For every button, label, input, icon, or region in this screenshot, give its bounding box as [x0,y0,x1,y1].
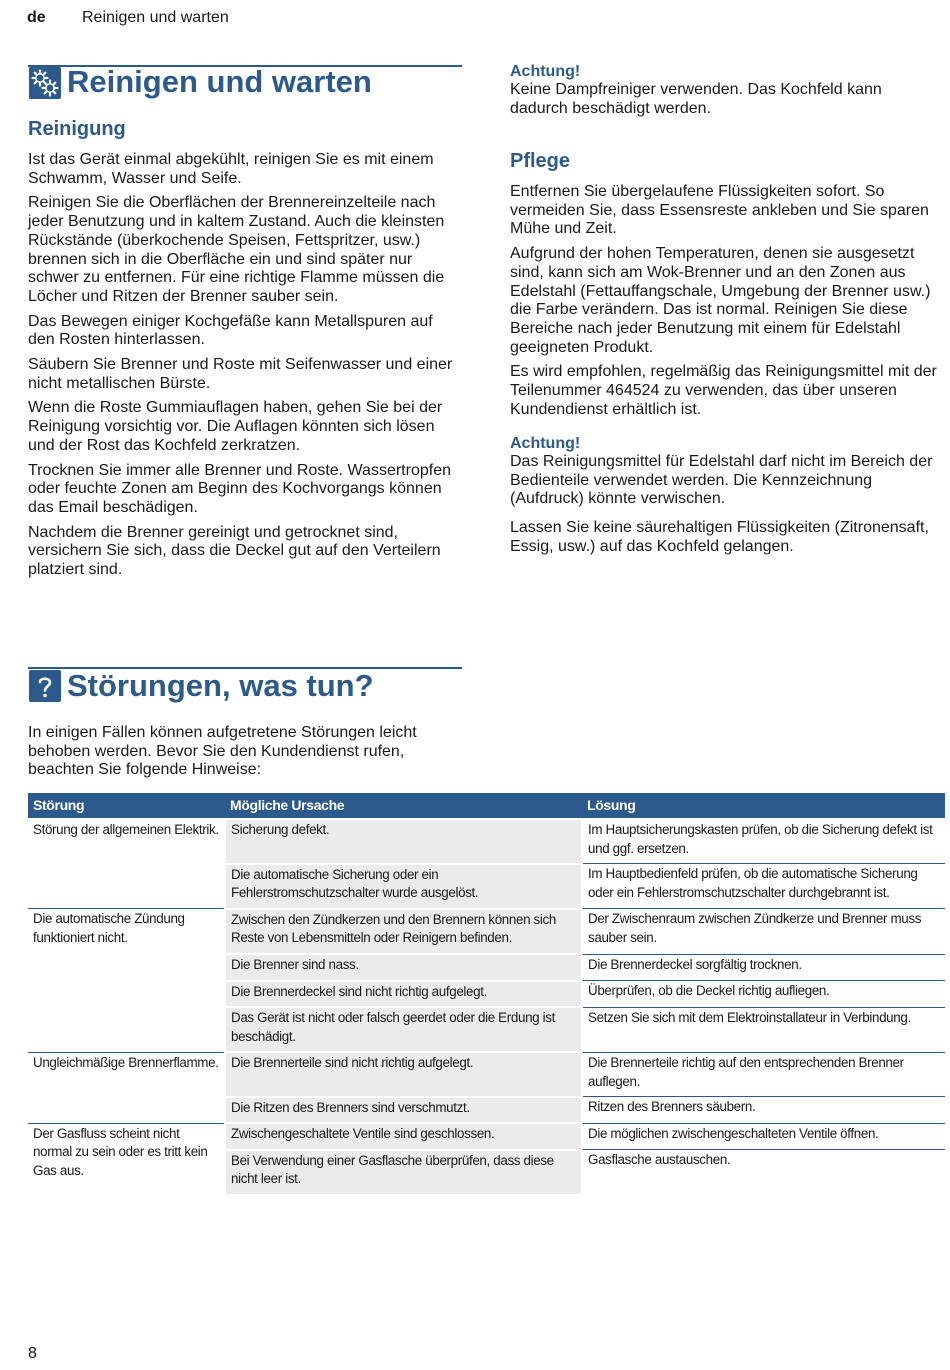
cause-cell: Das Gerät ist nicht oder falsch geerdet oder die Erdung ist beschädigt. [225,1007,582,1052]
language-code: de [27,9,46,26]
paragraph: In einigen Fällen können aufgetretene Störungen leicht behoben werden. Bevor Sie den Kundendienst rufen, beachten Sie folgende Hinweise: [28,724,417,779]
running-header-title: Reinigen und warten [82,9,229,26]
paragraph: Das Bewegen einiger Kochgefäße kann Metallspuren auf den Rosten hinterlassen. [28,312,433,349]
paragraph: Aufgrund der hohen Temperaturen, denen sie ausgesetzt sind, kann sich am Wok-Brenner und an den Zonen aus Edelstahl (Fettauffangschale, Umgebung der Brenner usw.) die Farbe verändern. Das ist normal. Reinigen Sie diese Bereiche nach jeder Benutzung mit einem für Edelstahl geeigneten Produkt. [510,245,931,356]
cause-cell: Bei Verwendung einer Gasflasche überprüfen, dass diese nicht leer ist. [225,1150,582,1194]
problem-cell: Die automatische Zündung funktioniert nicht. [28,909,225,1053]
cause-cell: Zwischengeschaltete Ventile sind geschlossen. [225,1123,582,1150]
table-row [28,1052,945,1096]
page-number: 8 [28,1345,37,1362]
problem-cell: Ungleichmäßige Brennerflamme. [28,1052,225,1123]
column-header-ursache: Mögliche Ursache [225,793,582,819]
warning-label: Achtung! [510,435,581,452]
subheading-reinigung: Reinigung [28,118,126,140]
right-column-care-text [510,183,942,425]
paragraph: Es wird empfohlen, regelmäßig das Reinigungsmittel mit der Teilenummer 464524 zu verwenden, das über unseren Kundendienst erhältlich ist. [510,363,937,418]
cause-cell: Die Brennerdeckel sind nicht richtig aufgelegt. [225,981,582,1008]
paragraph: Trocknen Sie immer alle Brenner und Roste. Wassertropfen oder feuchte Zonen am Beginn des Kochvorgangs können das Email beschädigen. [28,461,451,516]
solution-cell: Die Brennerteile richtig auf den entsprechenden Brenner auflegen. [582,1052,945,1096]
solution-cell: Setzen Sie sich mit dem Elektroinstallateur in Verbindung. [582,1007,945,1052]
cause-cell: Zwischen den Zündkerzen und den Brennern können sich Reste von Lebensmitteln oder Reinigern befinden. [225,909,582,954]
solution-cell: Die möglichen zwischengeschalteten Ventile öffnen. [582,1123,945,1150]
warning-text: Das Reinigungsmittel für Edelstahl darf nicht im Bereich der Bedienteile verwendet werden. Die Kennzeichnung (Aufdruck) könnte verwischen. [510,453,933,508]
solution-cell: Im Hauptsicherungskasten prüfen, ob die Sicherung defekt ist und ggf. ersetzen. [582,819,945,864]
warning-label: Achtung! [510,63,581,80]
solution-cell: Ritzen des Brenners säubern. [582,1097,945,1124]
subheading-pflege: Pflege [510,150,571,172]
paragraph: Wenn die Roste Gummiauflagen haben, gehen Sie bei der Reinigung vorsichtig vor. Die Auflagen könnten sich lösen und der Rost das Kochfeld zerkratzen. [28,399,443,454]
troubleshooting-intro [28,724,462,786]
paragraph: Ist das Gerät einmal abgekühlt, reinigen Sie es mit einem Schwamm, Wasser und Seife. [28,151,434,187]
problem-cell: Störung der allgemeinen Elektrik. [28,819,225,909]
cause-cell: Die Ritzen des Brenners sind verschmutzt. [225,1097,582,1124]
solution-cell: Der Zwischenraum zwischen Zündkerze und Brenner muss sauber sein. [582,909,945,954]
paragraph: Lassen Sie keine säurehaltigen Flüssigkeiten (Zitronensaft, Essig, usw.) auf das Kochfeld gelangen. [510,519,929,555]
table-header-row [28,793,945,819]
column-header-loesung: Lösung [582,793,945,819]
solution-cell: Im Hauptbedienfeld prüfen, ob die automatische Sicherung oder ein Fehlerstromschutzschalter durchgebrannt ist. [582,864,945,909]
solution-cell: Die Brennerdeckel sorgfältig trocknen. [582,954,945,981]
table-row [28,909,945,954]
warning-text: Keine Dampfreiniger verwenden. Das Kochfeld kann dadurch beschädigt werden. [510,81,882,117]
paragraph: Entfernen Sie übergelaufene Flüssigkeiten sofort. So vermeiden Sie, dass Essensreste ankleben und Sie sparen Mühe und Zeit. [510,183,929,238]
table-row [28,819,945,864]
solution-cell: Überprüfen, ob die Deckel richtig aufliegen. [582,981,945,1008]
cause-cell: Die Brenner sind nass. [225,954,582,981]
table-row [28,1123,945,1150]
paragraph: Säubern Sie Brenner und Roste mit Seifenwasser und einer nicht metallischen Bürste. [28,356,453,392]
troubleshooting-table [28,793,945,1194]
paragraph: Nachdem die Brenner gereinigt und getrocknet sind, versichern Sie sich, dass die Deckel gut auf den Verteilern platziert sind. [28,523,441,579]
left-column-text [28,151,462,586]
cause-cell: Die Brennerteile sind nicht richtig aufgelegt. [225,1052,582,1096]
paragraph: Reinigen Sie die Oberflächen der Brennereinzelteile nach jeder Benutzung und in kaltem Zustand. Auch die kleinsten Rückstände (überkochende Speisen, Fettspritzer, usw.) brennen sich in die Oberfläche ein und sind später nur schwer zu entfernen. Für eine richtige Flamme müssen die Löcher und Ritzen der Brenner sauber sein. [28,194,445,305]
right-column-text [510,62,942,124]
column-header-stoerung: Störung [28,793,225,819]
gears-icon [29,67,61,99]
right-column-warning2 [510,434,942,563]
solution-cell: Gasflasche austauschen. [588,1152,731,1168]
question-mark-icon [29,670,61,702]
problem-cell: Der Gasfluss scheint nicht normal zu sein oder es tritt kein Gas aus. [33,1125,208,1178]
section-title-troubleshooting: Störungen, was tun? [67,668,374,703]
cause-cell: Die automatische Sicherung oder ein Fehlerstromschutzschalter wurde ausgelöst. [225,864,582,909]
cause-cell: Sicherung defekt. [225,819,582,864]
section-title-cleaning: Reinigen und warten [67,64,372,99]
